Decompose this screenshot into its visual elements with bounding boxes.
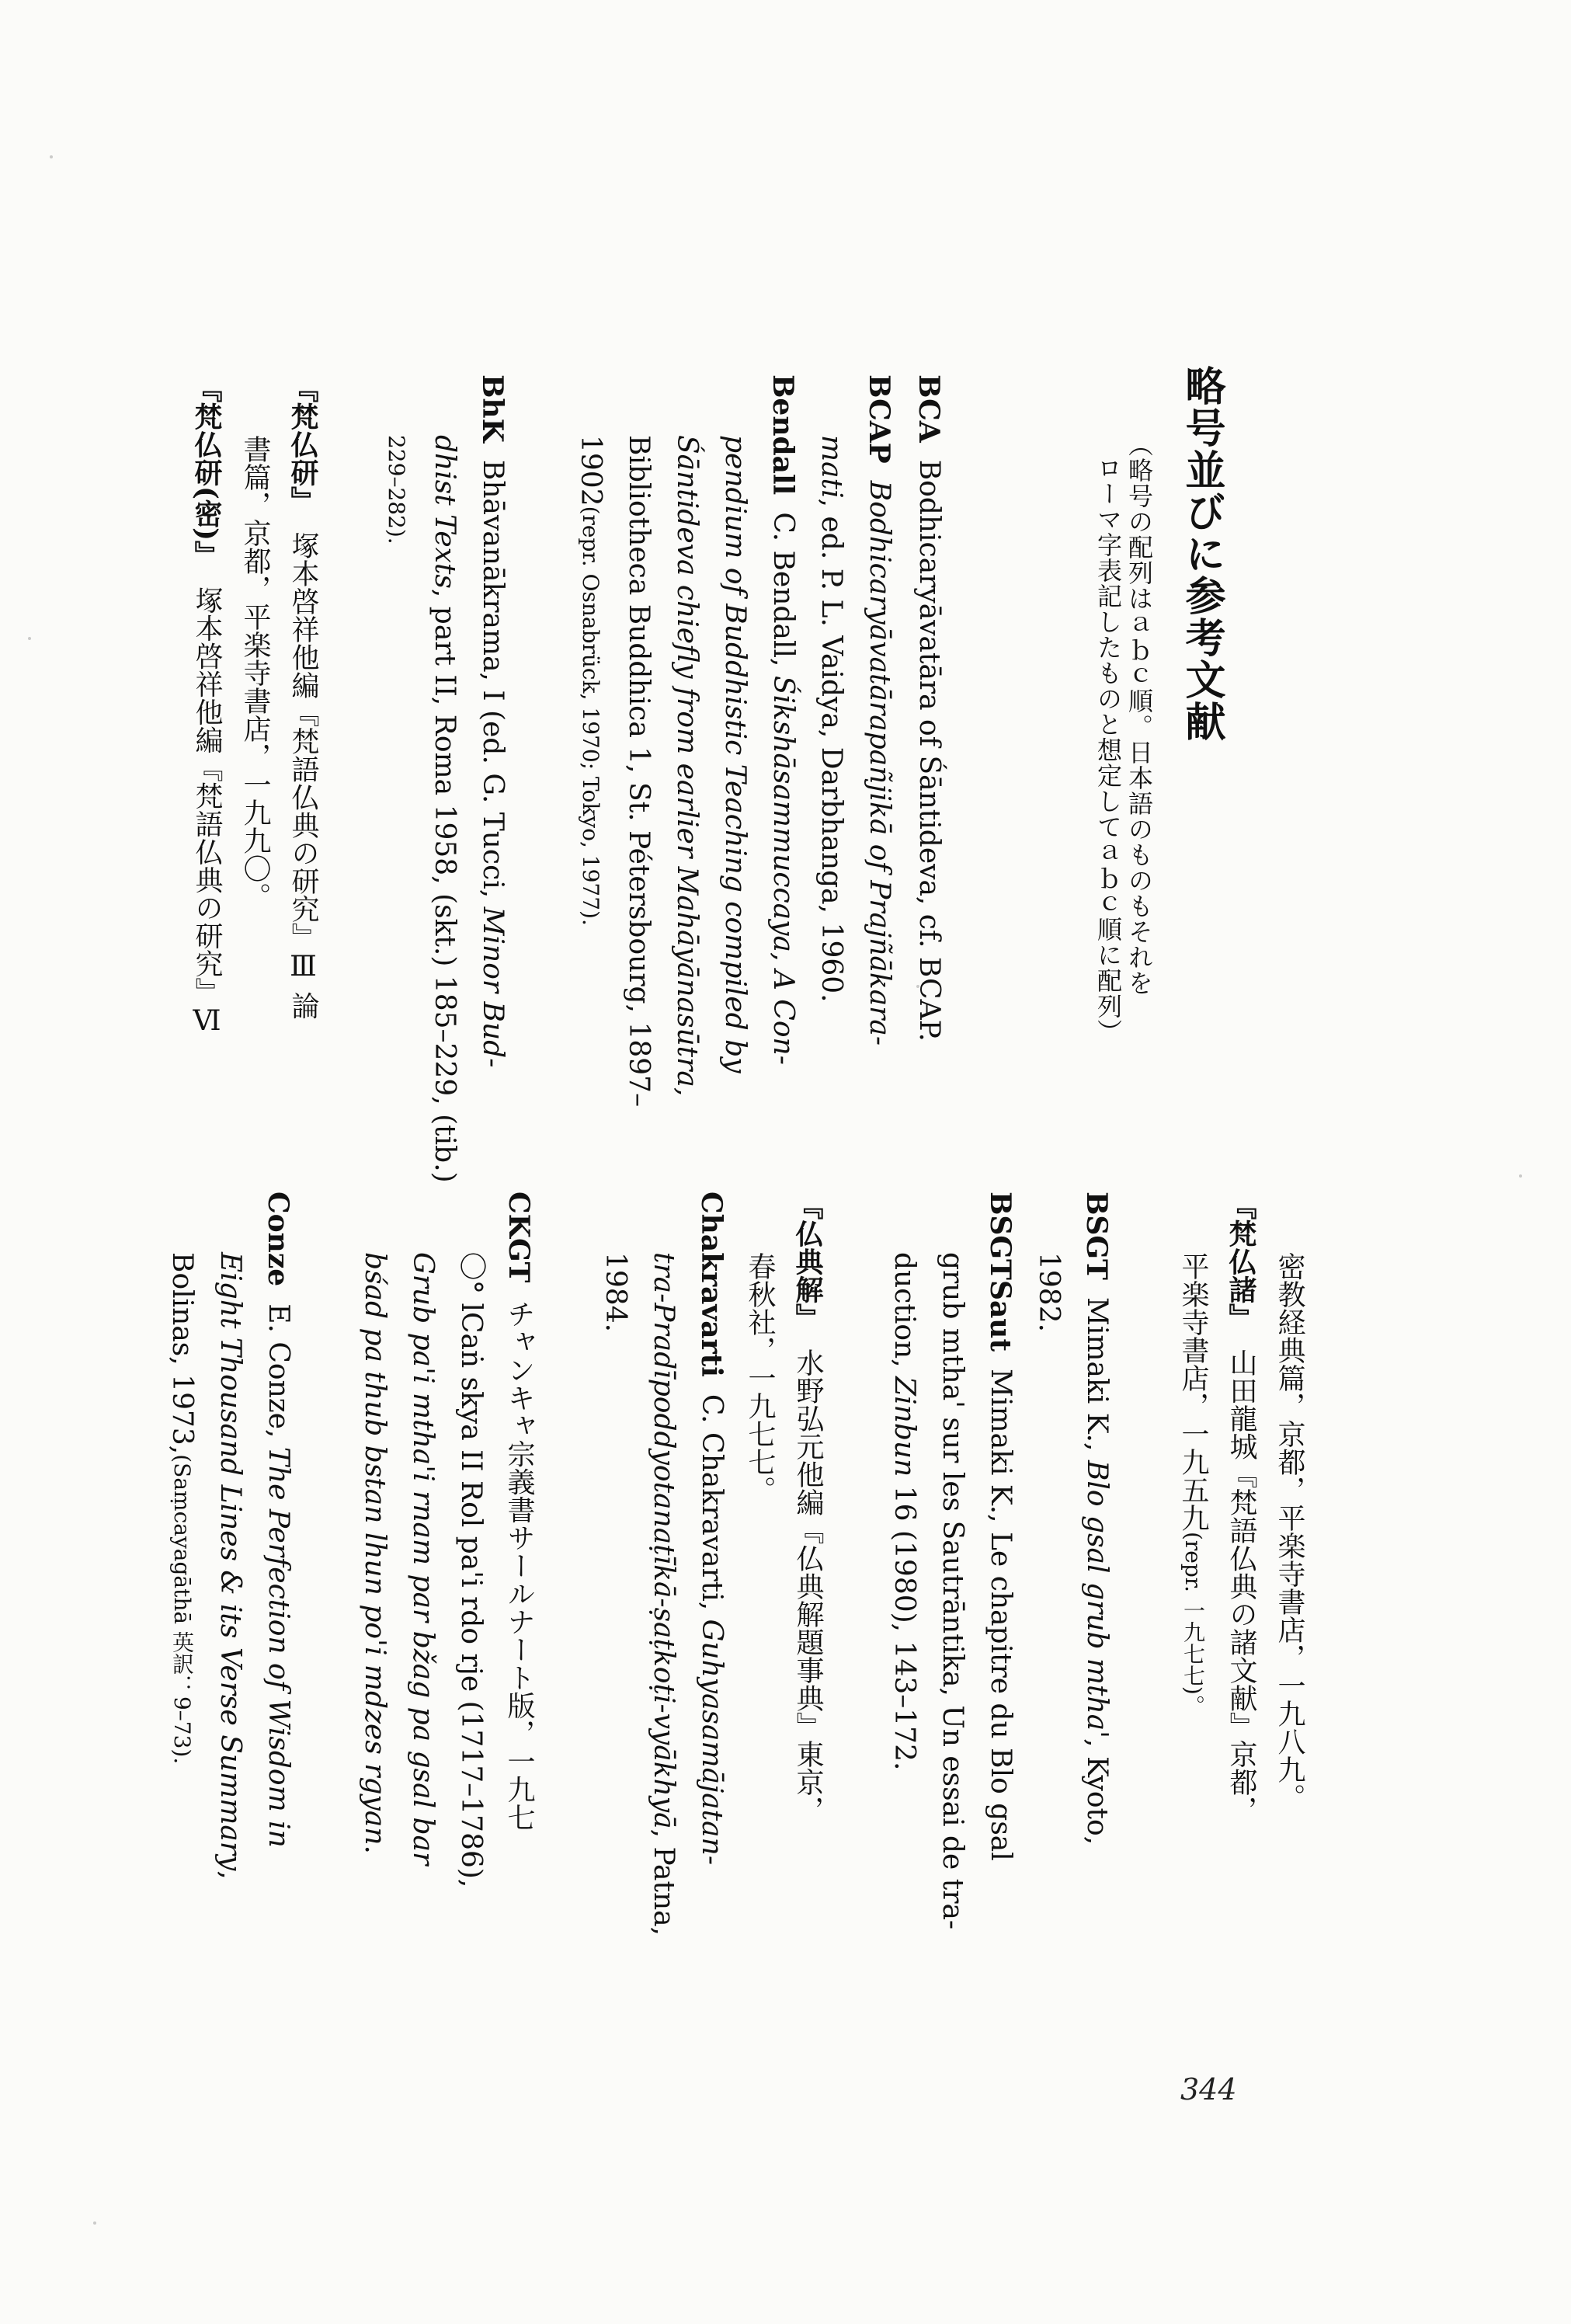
entry-text: 塚本啓祥他編『梵語仏典の研究』Ⅵ <box>191 586 223 1038</box>
entry-abbr: BSGTSaut <box>984 1192 1017 1352</box>
entry-chakravarti-line-2 <box>649 1252 677 1998</box>
entry-title: Guhyasamājatan- <box>696 1619 728 1865</box>
entry-abbr: 『仏典解』 <box>791 1192 824 1331</box>
entry-text: C. Chakravarti, <box>696 1393 728 1619</box>
entry-abbr: CKGT <box>502 1192 535 1283</box>
entry-text: 16 (1980), 143–172. <box>888 1477 920 1771</box>
entry-bendall <box>766 374 799 1151</box>
entry-title: Eight Thousand Lines & its Verse Summary <box>214 1252 246 1871</box>
entry-bcap <box>865 374 893 1151</box>
entry-text: Mimaki K., <box>1081 1296 1113 1460</box>
entry-abbr: BSGT <box>1080 1192 1113 1280</box>
entry-abbr: Chakravarti <box>695 1192 728 1377</box>
entry-conze <box>264 1192 292 1999</box>
entry-abbr: 『梵仏研』 <box>287 374 319 514</box>
entry-title: Śāntideva chiefly from earlier Mahāyānasūtra, <box>671 435 703 1097</box>
entry-text: チャンキャ宗義書サールナート版，一九七 <box>503 1299 535 1832</box>
entry-bcap-continued <box>817 435 845 1150</box>
entry-text: E. Conze, <box>262 1303 294 1447</box>
entry-chakravarti-line-3: 1984. <box>600 1252 631 1333</box>
entry-bhk-line-2 <box>429 435 461 1183</box>
entry-bendall-line-2 <box>721 435 749 1150</box>
entry-bhk <box>476 374 509 1151</box>
entry-bonbutsuken-line-2: 書篇，京都，平楽寺書店，一九九〇。 <box>239 435 271 910</box>
entry-text-small: (repr. Osnabrück, 1970; Tokyo, 1977). <box>578 506 603 926</box>
entry-title: Śikshāsammuccaya, A Con- <box>767 675 799 1065</box>
entry-title: tra-Pradīpoddyotanaṭīkā-ṣaṭkoṭi-vyākhyā <box>648 1252 679 1829</box>
entry-bonbutsuken-mitsu-line-2: 密教経典篇，京都，平楽寺書店，一九八九。 <box>1274 1252 1305 1811</box>
entry-text: Bolinas, 1973, <box>166 1252 198 1455</box>
entry-text: Mimaki K., Le chapitre du Blo gsal <box>985 1369 1017 1861</box>
entry-title: mati <box>815 435 847 499</box>
entry-title: pendium of Buddhistic Teaching compiled by <box>719 435 751 1073</box>
entry-title: Zinbun <box>888 1376 920 1477</box>
entry-abbr: BhK <box>476 374 509 443</box>
scan-speck <box>1519 1174 1522 1178</box>
entry-title: Minor Bud- <box>477 906 509 1068</box>
entry-bsgtsaut-line-3 <box>890 1252 918 1998</box>
page-number: 344 <box>1180 2072 1237 2107</box>
entry-text: 平楽寺書店，一九五九 <box>1177 1252 1209 1532</box>
entry-title: The Perfection of Wisdom in <box>262 1446 294 1848</box>
scan-speck <box>28 637 31 640</box>
entry-text: C. Bendall, <box>767 512 799 676</box>
entry-bonbutsuken-mitsu <box>190 374 223 1151</box>
entry-bendall-line-4 <box>623 435 655 1150</box>
entry-title: Bodhicaryāvatārapañjikā of Prajñākara- <box>864 480 895 1046</box>
entry-text: , part II, Roma 1958, (skt.) 185–229, (tib.) <box>429 588 461 1183</box>
entry-ckgt <box>502 1192 535 1999</box>
heading-note-line-2: ローマ字表記したものと想定してａｂｃ順に配列） <box>1093 455 1123 1045</box>
entry-conze-line-2 <box>216 1252 244 1998</box>
entry-ckgt-line-2: 〇° lCaṅ skya II Rol pa'i rdo rje (1717–1786), <box>455 1252 487 1888</box>
entry-abbr: Bendall <box>766 374 799 496</box>
entry-title: Blo gsal grub mtha' <box>1081 1459 1113 1739</box>
entry-abbr: 『梵仏研(密)』 <box>190 374 223 569</box>
entry-abbr: BCAP <box>863 374 895 464</box>
entry-text: duction, <box>888 1252 920 1377</box>
entry-bonbutsusho <box>1227 1192 1255 1999</box>
entry-chakravarti <box>695 1192 728 1999</box>
entry-bendall-line-5 <box>575 435 607 1150</box>
entry-text: Bodhicaryāvatāra of Śāntideva, cf. BCAP. <box>913 459 945 1042</box>
entry-bonbutsuken <box>289 374 317 1151</box>
entry-ckgt-line-3: Grub pa'i mtha'i rnam par bžag pa gsal bar <box>407 1252 439 1866</box>
entry-bhk-line-3: 229–282). <box>384 435 409 544</box>
entry-title: dhist Texts <box>429 435 461 589</box>
entry-title: bśad pa thub bstan lhun po'i mdzes rgyan <box>359 1252 391 1846</box>
entry-bca <box>912 374 945 1151</box>
heading-note-line-1: （略号の配列はａｂｃ順。日本語のものもそれを <box>1124 432 1154 996</box>
entry-ckgt-line-4 <box>359 1252 391 1998</box>
entry-abbr: 『梵仏諸』 <box>1225 1192 1257 1331</box>
entry-text: , Kyoto, <box>1081 1738 1113 1846</box>
entry-text: Bibliotheca Buddhica 1, St. Pétersbourg, 1897– <box>623 435 655 1108</box>
entry-text: 1902 <box>575 435 607 506</box>
entry-bsgtsaut-line-2: grub mtha' sur les Sautrāntika, Un essai de tra- <box>937 1252 968 1930</box>
entry-butten-line-2: 春秋社，一九七七。 <box>744 1252 776 1504</box>
entry-text: 山田龍城『梵語仏典の諸文献』京都， <box>1225 1348 1257 1824</box>
entry-text: , <box>214 1870 246 1880</box>
entry-butten <box>791 1192 824 1999</box>
page-title: 略号並びに参考文献 <box>1178 365 1225 743</box>
entry-bonbutsusho-line-2 <box>1179 1252 1207 1998</box>
entry-text: Bhāvanākrama, I (ed. G. Tucci, <box>477 459 509 907</box>
entry-bendall-line-3 <box>671 435 703 1150</box>
entry-bsgtsaut <box>984 1192 1017 1999</box>
entry-bsgt-line-2: 1982. <box>1033 1252 1065 1333</box>
entry-abbr: BCA <box>912 374 945 443</box>
entry-text: 水野弘元他編『仏典解題事典』東京， <box>792 1348 824 1824</box>
entry-text: , Patna, <box>648 1828 679 1936</box>
scan-speck <box>50 155 53 158</box>
entry-text: , ed. P. L. Vaidya, Darbhanga, 1960. <box>815 498 847 1003</box>
entry-bsgt <box>1080 1192 1113 1999</box>
entry-text-small: (repr. 一九七七)。 <box>1180 1532 1206 1717</box>
scan-speck <box>93 2221 96 2225</box>
entry-abbr: Conze <box>262 1192 294 1287</box>
entry-text: . <box>359 1845 391 1854</box>
entry-conze-line-3 <box>168 1252 196 1998</box>
entry-text-small: (Saṃcayagāthā 英訳：9–73). <box>169 1454 195 1765</box>
entry-text: 塚本啓祥他編『梵語仏典の研究』Ⅲ 論 <box>287 531 319 1020</box>
